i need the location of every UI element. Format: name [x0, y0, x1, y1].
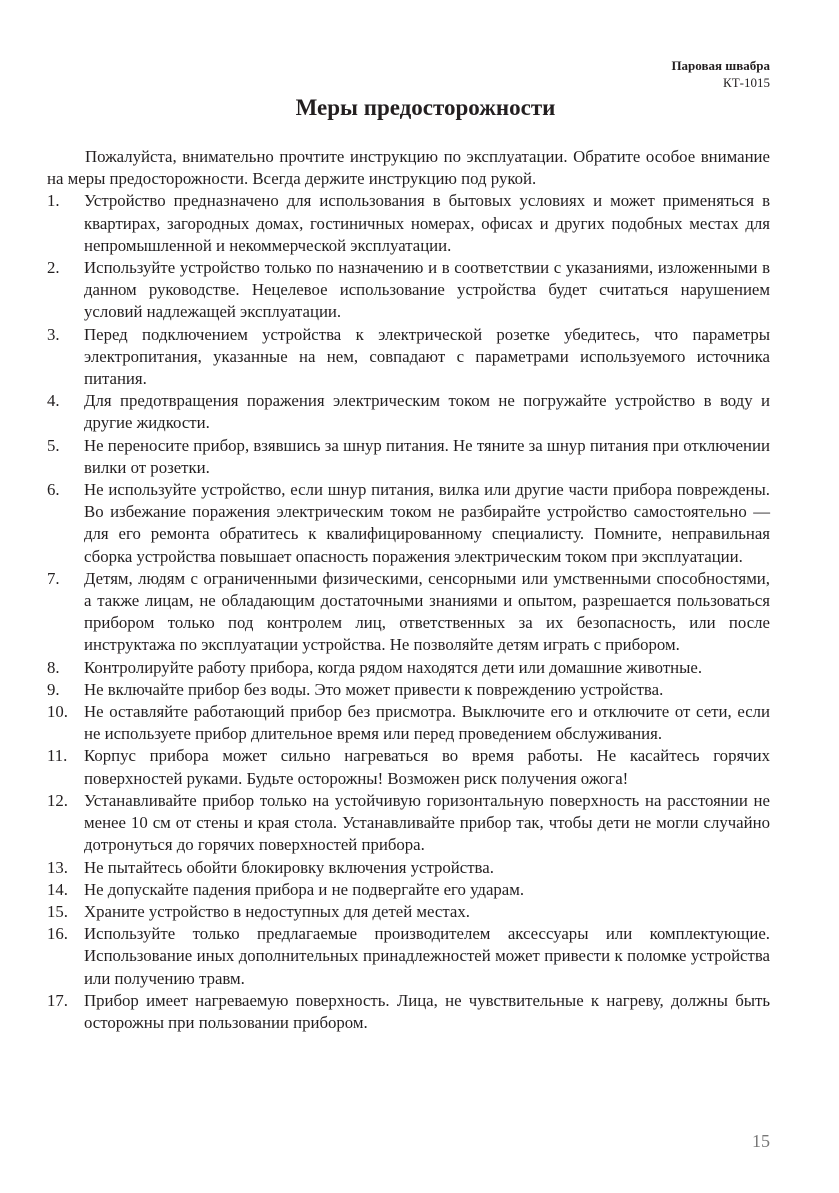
list-item	[47, 568, 770, 657]
item-text: Не пытайтесь обойти блокировку включения устройства.	[84, 857, 494, 877]
item-number: 5.	[47, 435, 60, 455]
list-item	[47, 435, 770, 479]
item-text: Прибор имеет нагреваемую поверхность. Лица, не чувствительные к нагреву, должны быть осторожны при пользовании прибором.	[84, 990, 770, 1032]
item-text: Не оставляйте работающий прибор без присмотра. Выключите его и отключите от сети, если не используете прибор длительное время или перед проведением обслуживания.	[84, 702, 770, 744]
item-number: 7.	[47, 568, 60, 588]
page-number: 15	[752, 1131, 770, 1151]
item-text: Используйте только предлагаемые производителем аксессуары или комплектующие. Использование иных дополнительных принадлежностей может привести к поломке устройства или получению травм.	[84, 924, 770, 988]
item-text: Контролируйте работу прибора, когда рядом находятся дети или домашние животные.	[84, 657, 703, 677]
item-number: 10.	[47, 702, 68, 722]
item-number: 3.	[47, 324, 60, 344]
item-number: 1.	[47, 191, 60, 211]
running-header	[671, 57, 770, 91]
product-name: Паровая швабра	[671, 58, 770, 73]
intro-paragraph: Пожалуйста, внимательно прочтите инструкцию по эксплуатации. Обратите особое внимание на меры предосторожности. Всегда держите инструкцию под рукой.	[47, 147, 770, 189]
list-item	[47, 390, 770, 434]
list-item	[47, 324, 770, 391]
item-text: Корпус прибора может сильно нагреваться во время работы. Не касайтесь горячих поверхностей руками. Будьте осторожны! Возможен риск получения ожога!	[84, 746, 770, 788]
item-text: Перед подключением устройства к электрической розетке убедитесь, что параметры электропитания, указанные на нем, совпадают с параметрами используемого источника питания.	[84, 324, 770, 389]
list-item	[47, 745, 770, 789]
item-number: 15.	[47, 901, 68, 921]
item-number: 2.	[47, 258, 60, 278]
item-number: 16.	[47, 924, 68, 944]
item-text: Устройство предназначено для использования в бытовых условиях и может применяться в квартирах, загородных домах, гостиничных номерах, офисах и других подобных местах для непромышленной и некоммерческой эксплуатации.	[84, 191, 770, 255]
page-title: Меры предосторожности	[295, 95, 556, 120]
item-number: 12.	[47, 790, 68, 810]
list-item	[47, 879, 770, 901]
item-text: Детям, людям с ограниченными физическими, сенсорными или умственными способностями, а также лицам, не обладающим достаточными знаниями и опытом, разрешается пользоваться прибором только под контролем лиц, ответственных за их безопасность, или после инструктажа по эксплуатации устройства. Не позволяйте детям играть с прибором.	[84, 568, 770, 655]
item-text: Используйте устройство только по назначению и в соответствии с указаниями, изложенными в данном руководстве. Нецелевое использование устройства будет считаться нарушением условий надлежащей эксплуатации.	[84, 258, 770, 322]
item-number: 11.	[47, 746, 68, 766]
list-item	[47, 479, 770, 568]
item-text: Храните устройство в недоступных для детей местах.	[84, 901, 470, 921]
item-text: Не допускайте падения прибора и не подвергайте его ударам.	[84, 879, 525, 899]
item-number: 4.	[47, 391, 60, 411]
item-text: Для предотвращения поражения электрическим током не погружайте устройство в воду и другие жидкости.	[84, 391, 770, 433]
item-number: 9.	[47, 679, 60, 699]
list-item	[47, 679, 770, 701]
item-number: 13.	[47, 857, 68, 877]
list-item	[47, 901, 770, 923]
main-content	[47, 146, 770, 1034]
list-item	[47, 257, 770, 324]
item-text: Устанавливайте прибор только на устойчивую горизонтальную поверхность на расстоянии не менее 10 см от стены и края стола. Устанавливайте прибор так, чтобы дети не могли случайно дотронуться до горячих поверхностей прибора.	[84, 790, 770, 855]
item-text: Не используйте устройство, если шнур питания, вилка или другие части прибора повреждены. Во избежание поражения электрическим током не разбирайте устройство самостоятельно — для его ремонта обратитесь к квалифицированному специалисту. Помните, неправильная сборка устройства повышает опасность поражения электрическим током при эксплуатации.	[84, 480, 770, 566]
list-item	[47, 923, 770, 990]
safety-list	[47, 190, 770, 1034]
model-number: КТ-1015	[723, 75, 770, 90]
list-item	[47, 701, 770, 745]
list-item	[47, 657, 770, 679]
item-text: Не включайте прибор без воды. Это может привести к повреждению устройства.	[84, 679, 664, 699]
list-item	[47, 857, 770, 879]
item-number: 6.	[47, 480, 60, 500]
list-item	[47, 190, 770, 257]
item-number: 8.	[47, 657, 60, 677]
item-number: 14.	[47, 879, 68, 899]
list-item	[47, 790, 770, 857]
item-text: Не переносите прибор, взявшись за шнур питания. Не тяните за шнур питания при отключении вилки от розетки.	[84, 435, 770, 477]
item-number: 17.	[47, 990, 68, 1010]
list-item	[47, 990, 770, 1034]
